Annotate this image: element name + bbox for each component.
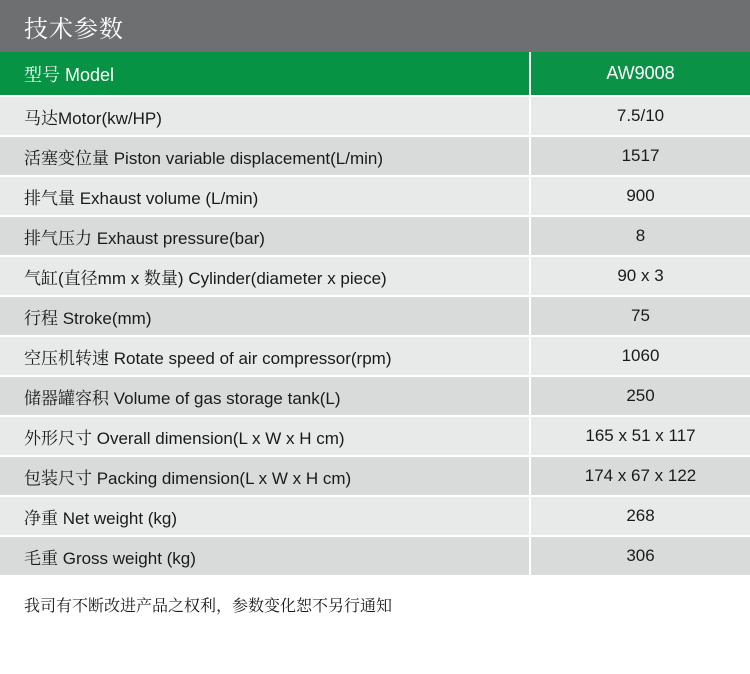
row-value: 7.5/10 xyxy=(530,96,750,136)
table-row xyxy=(0,336,750,376)
row-label: 马达Motor(kw/HP) xyxy=(0,96,530,136)
row-label: 气缸(直径mm x 数量) Cylinder(diameter x piece) xyxy=(0,256,530,296)
row-label: 行程 Stroke(mm) xyxy=(0,296,530,336)
table-header-row xyxy=(0,52,750,96)
table-row xyxy=(0,176,750,216)
table-row xyxy=(0,256,750,296)
table-row xyxy=(0,136,750,176)
table-row xyxy=(0,416,750,456)
row-label: 包装尺寸 Packing dimension(L x W x H cm) xyxy=(0,456,530,496)
row-value: 90 x 3 xyxy=(530,256,750,296)
row-label: 活塞变位量 Piston variable displacement(L/min) xyxy=(0,136,530,176)
table-row xyxy=(0,376,750,416)
table-row xyxy=(0,496,750,536)
page-title: 技术参数 xyxy=(24,15,124,43)
table-body xyxy=(0,52,750,576)
disclaimer-note: 我司有不断改进产品之权利，参数变化恕不另行通知 xyxy=(24,598,393,615)
row-value: 268 xyxy=(530,496,750,536)
row-label: 毛重 Gross weight (kg) xyxy=(0,536,530,576)
row-label: 排气量 Exhaust volume (L/min) xyxy=(0,176,530,216)
row-value: 165 x 51 x 117 xyxy=(530,416,750,456)
table-row xyxy=(0,536,750,576)
row-value: 306 xyxy=(530,536,750,576)
table-row xyxy=(0,216,750,256)
row-label: 空压机转速 Rotate speed of air compressor(rpm) xyxy=(0,336,530,376)
specifications-table xyxy=(0,52,750,577)
row-label: 储器罐容积 Volume of gas storage tank(L) xyxy=(0,376,530,416)
row-value: 174 x 67 x 122 xyxy=(530,456,750,496)
table-row xyxy=(0,456,750,496)
header-cell-model-label: 型号 Model xyxy=(0,52,530,96)
row-value: 75 xyxy=(530,296,750,336)
row-label: 外形尺寸 Overall dimension(L x W x H cm) xyxy=(0,416,530,456)
header-cell-model-value: AW9008 xyxy=(530,52,750,96)
row-value: 8 xyxy=(530,216,750,256)
row-label: 净重 Net weight (kg) xyxy=(0,496,530,536)
header-bar xyxy=(0,0,750,52)
row-value: 1060 xyxy=(530,336,750,376)
row-label: 排气压力 Exhaust pressure(bar) xyxy=(0,216,530,256)
table-row xyxy=(0,296,750,336)
row-value: 1517 xyxy=(530,136,750,176)
table-row xyxy=(0,96,750,136)
row-value: 250 xyxy=(530,376,750,416)
row-value: 900 xyxy=(530,176,750,216)
